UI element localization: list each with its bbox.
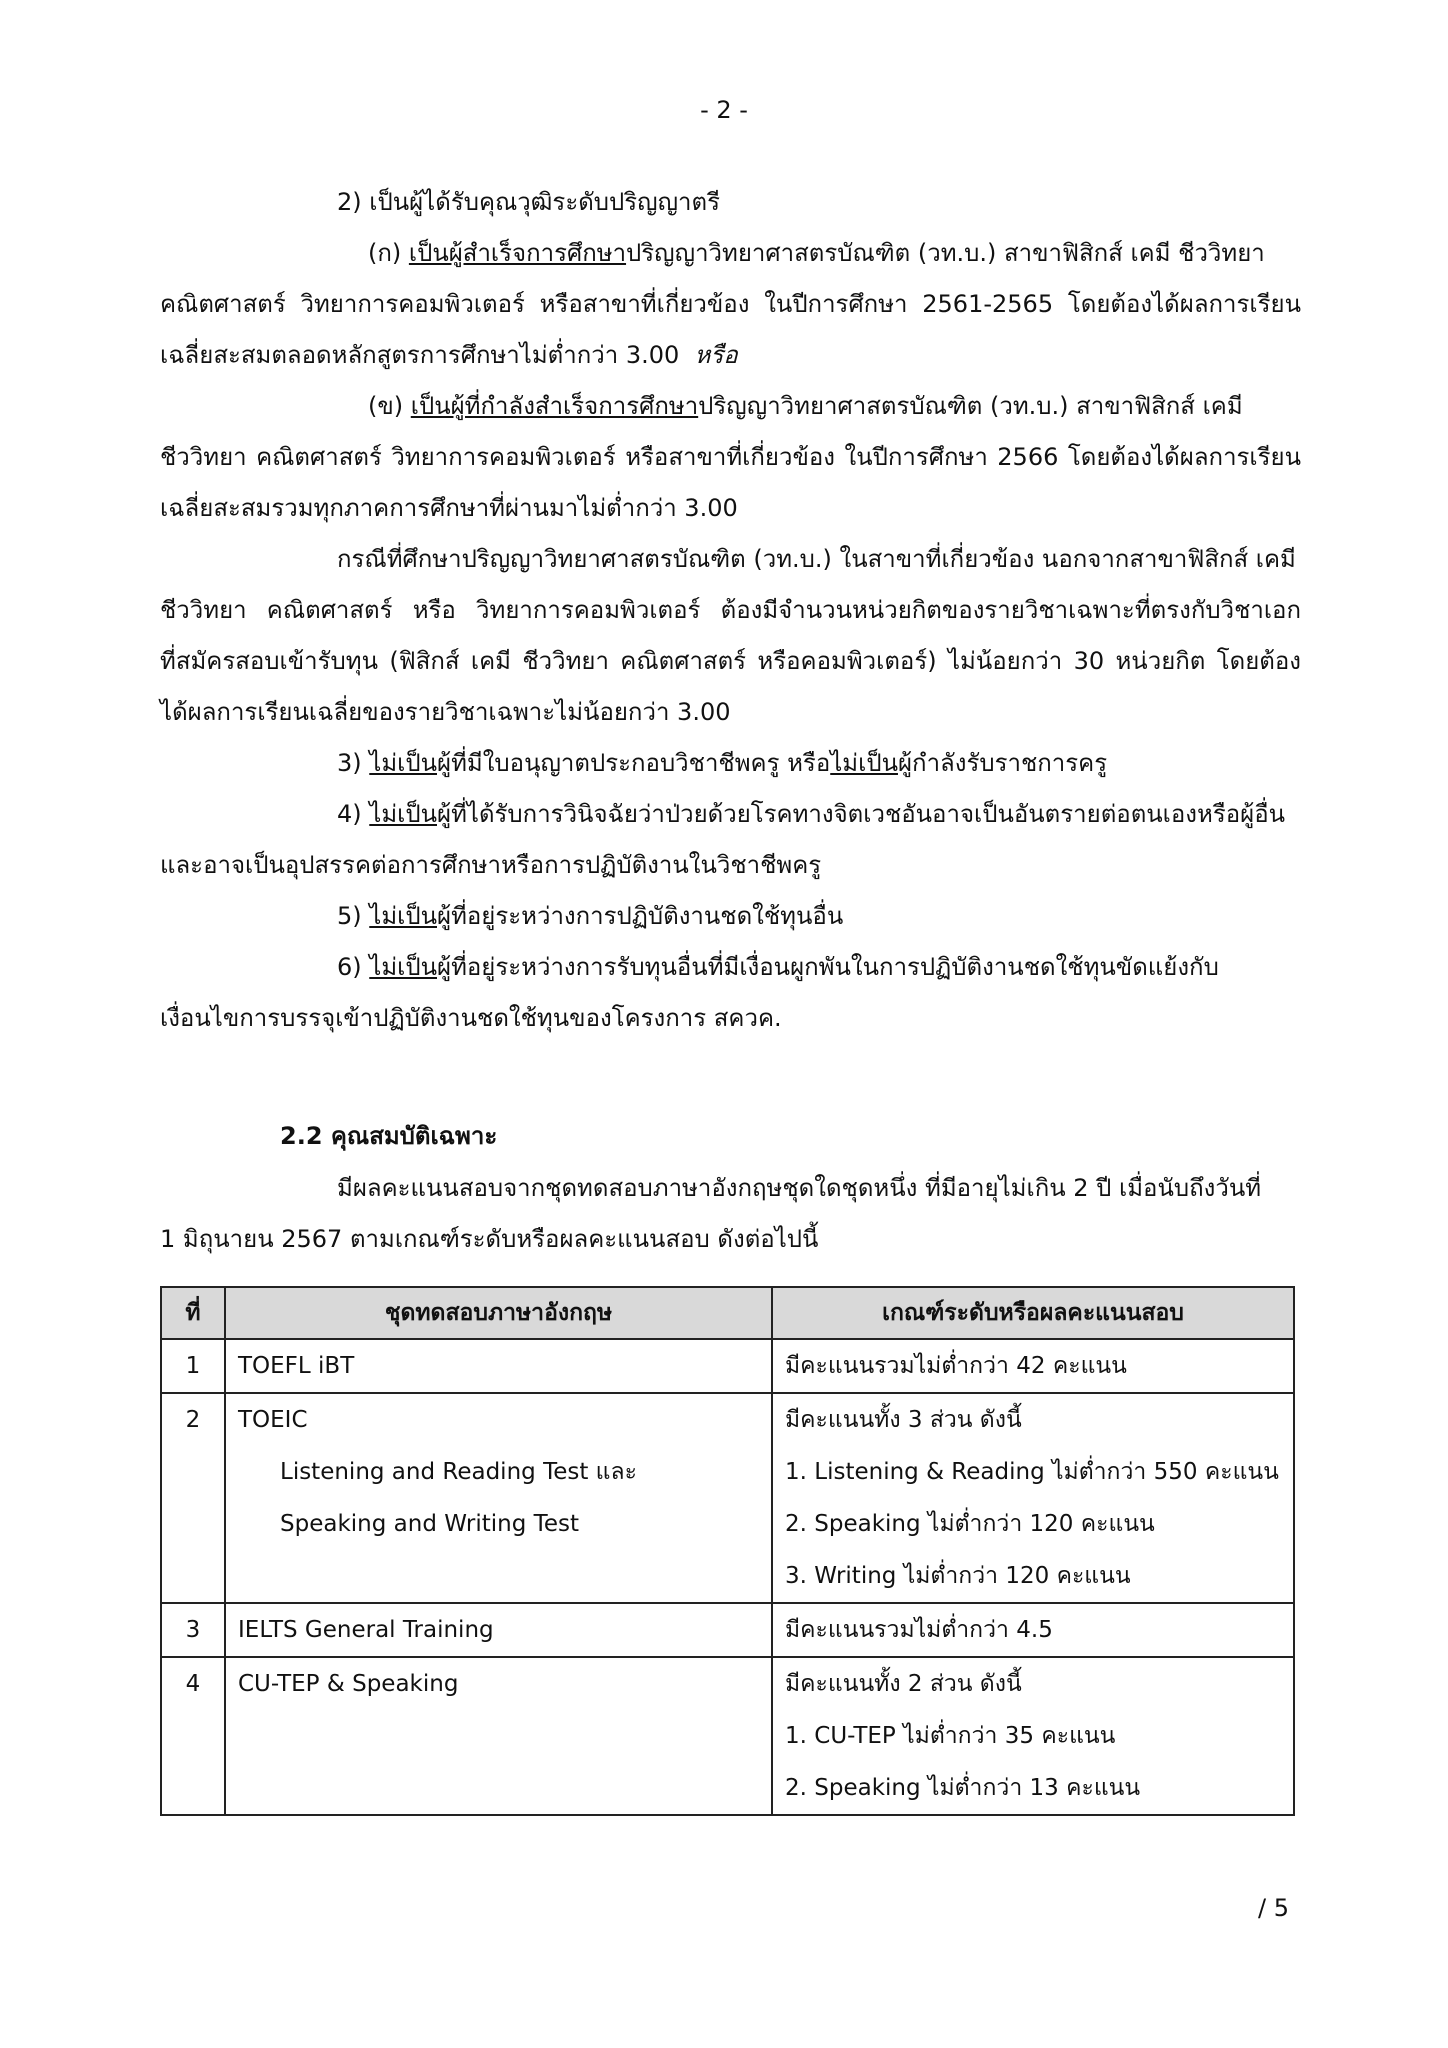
table-row bbox=[161, 1603, 1294, 1657]
item4-rest: ผู้ที่ได้รับการวินิจฉัยว่าป่วยด้วยโรคทางจิตเวชอันอาจเป็นอันตรายต่อตนเองหรือผู้อื่น bbox=[437, 800, 1286, 828]
item3-not1: ไม่เป็น bbox=[369, 749, 437, 777]
item2a-prefix: (ก) bbox=[368, 239, 409, 267]
test-name: TOEFL iBT bbox=[238, 1353, 355, 1379]
item3-mid: ผู้ที่มีใบอนุญาตประกอบวิชาชีพครู หรือ bbox=[437, 749, 831, 777]
item5-not: ไม่เป็น bbox=[369, 902, 437, 930]
item3 bbox=[337, 745, 1107, 781]
table-row bbox=[161, 1393, 1294, 1603]
item4-line2: และอาจเป็นอุปสรรคต่อการศึกษาหรือการปฏิบัติงานในวิชาชีพครู bbox=[160, 851, 822, 879]
test-name: TOEIC bbox=[238, 1407, 308, 1433]
case-line3: ที่สมัครสอบเข้ารับทุน (ฟิสิกส์ เคมี ชีววิทยา คณิตศาสตร์ หรือคอมพิวเตอร์) ไม่น้อยกว่า 30 หน่วยกิต โดยต้อง bbox=[160, 647, 1301, 675]
section22-heading: 2.2 คุณสมบัติเฉพาะ bbox=[280, 1122, 498, 1150]
item4-not: ไม่เป็น bbox=[369, 800, 437, 828]
header-criteria: เกณฑ์ระดับหรือผลคะแนนสอบ bbox=[772, 1287, 1294, 1339]
item2b-line3: เฉลี่ยสะสมรวมทุกภาคการศึกษาที่ผ่านมาไม่ต่ำกว่า 3.00 bbox=[160, 494, 738, 522]
item2b-prefix: (ข) bbox=[368, 392, 411, 420]
criteria-line: มีคะแนนรวมไม่ต่ำกว่า 42 คะแนน bbox=[785, 1353, 1127, 1379]
section22-intro-line2: 1 มิถุนายน 2567 ตามเกณฑ์ระดับหรือผลคะแนนสอบ ดังต่อไปนี้ bbox=[160, 1225, 819, 1253]
criteria-line: มีคะแนนรวมไม่ต่ำกว่า 4.5 bbox=[785, 1617, 1053, 1643]
case-line1: กรณีที่ศึกษาปริญญาวิทยาศาสตรบัณฑิต (วท.บ.) ในสาขาที่เกี่ยวข้อง นอกจากสาขาฟิสิกส์ เคมี bbox=[337, 545, 1296, 573]
item6 bbox=[337, 949, 1219, 985]
item6-line2: เงื่อนไขการบรรจุเข้าปฏิบัติงานชดใช้ทุนของโครงการ สควค. bbox=[160, 1004, 782, 1032]
table-row bbox=[161, 1657, 1294, 1815]
header-test: ชุดทดสอบภาษาอังกฤษ bbox=[225, 1287, 772, 1339]
page-number-top: - 2 - bbox=[700, 96, 748, 124]
item3-end: ผู้กำลังรับราชการครู bbox=[897, 749, 1108, 777]
section22-intro-line1: มีผลคะแนนสอบจากชุดทดสอบภาษาอังกฤษชุดใดชุดหนึ่ง ที่มีอายุไม่เกิน 2 ปี เมื่อนับถึงวันที่ bbox=[337, 1174, 1262, 1202]
test-name: CU-TEP & Speaking bbox=[238, 1671, 459, 1697]
item2a-line3-text: เฉลี่ยสะสมตลอดหลักสูตรการศึกษาไม่ต่ำกว่า 3.00 bbox=[160, 341, 680, 369]
page-number-bottom: / 5 bbox=[1258, 1894, 1289, 1922]
english-test-table bbox=[160, 1286, 1295, 1816]
item2a-line2: คณิตศาสตร์ วิทยาการคอมพิวเตอร์ หรือสาขาที่เกี่ยวข้อง ในปีการศึกษา 2561-2565 โดยต้องได้ผลการเรียน bbox=[160, 290, 1301, 318]
item5-rest: ผู้ที่อยู่ระหว่างการปฏิบัติงานชดใช้ทุนอื่น bbox=[437, 902, 844, 930]
item5 bbox=[337, 898, 843, 934]
criteria-line: 2. Speaking ไม่ต่ำกว่า 13 คะแนน bbox=[785, 1775, 1141, 1801]
criteria-line: มีคะแนนทั้ง 3 ส่วน ดังนี้ bbox=[785, 1407, 1022, 1433]
criteria-line: 1. Listening & Reading ไม่ต่ำกว่า 550 คะแนน bbox=[785, 1459, 1279, 1485]
item2b-line2: ชีววิทยา คณิตศาสตร์ วิทยาการคอมพิวเตอร์ หรือสาขาที่เกี่ยวข้อง ในปีการศึกษา 2566 โดยต้องได้ผลการเรียน bbox=[160, 443, 1301, 471]
item2b-line1 bbox=[368, 388, 1243, 424]
table-header-row bbox=[161, 1287, 1294, 1339]
item2a-line3 bbox=[160, 337, 738, 373]
item3-num: 3) bbox=[337, 749, 370, 777]
item2b-line1-rest: ปริญญาวิทยาศาสตรบัณฑิต (วท.บ.) สาขาฟิสิกส์ เคมี bbox=[698, 392, 1243, 420]
item5-num: 5) bbox=[337, 902, 370, 930]
item4-num: 4) bbox=[337, 800, 370, 828]
criteria-line: 3. Writing ไม่ต่ำกว่า 120 คะแนน bbox=[785, 1563, 1131, 1589]
row-no: 1 bbox=[185, 1353, 201, 1379]
item6-num: 6) bbox=[337, 953, 370, 981]
header-no: ที่ bbox=[161, 1287, 225, 1339]
item6-rest: ผู้ที่อยู่ระหว่างการรับทุนอื่นที่มีเงื่อนผูกพันในการปฏิบัติงานชดใช้ทุนขัดแย้งกับ bbox=[437, 953, 1219, 981]
row-no: 4 bbox=[185, 1671, 201, 1697]
item6-not: ไม่เป็น bbox=[369, 953, 437, 981]
item2a-underlined: เป็นผู้สำเร็จการศึกษา bbox=[408, 239, 627, 267]
row-no: 2 bbox=[185, 1407, 201, 1433]
item2b-underlined: เป็นผู้ที่กำลังสำเร็จการศึกษา bbox=[410, 392, 699, 420]
item2a-line1-rest: ปริญญาวิทยาศาสตรบัณฑิต (วท.บ.) สาขาฟิสิกส์ เคมี ชีววิทยา bbox=[626, 239, 1265, 267]
criteria-line: 2. Speaking ไม่ต่ำกว่า 120 คะแนน bbox=[785, 1511, 1155, 1537]
item3-not2: ไม่เป็น bbox=[830, 749, 898, 777]
criteria-line: มีคะแนนทั้ง 2 ส่วน ดังนี้ bbox=[785, 1671, 1022, 1697]
item2a-line1 bbox=[368, 235, 1265, 271]
table-row bbox=[161, 1339, 1294, 1393]
criteria-line: 1. CU-TEP ไม่ต่ำกว่า 35 คะแนน bbox=[785, 1723, 1116, 1749]
row-no: 3 bbox=[185, 1617, 201, 1643]
case-line4: ได้ผลการเรียนเฉลี่ยของรายวิชาเฉพาะไม่น้อยกว่า 3.00 bbox=[160, 698, 731, 726]
test-subline: Listening and Reading Test และ bbox=[280, 1459, 637, 1485]
item2-title: 2) เป็นผู้ได้รับคุณวุฒิระดับปริญญาตรี bbox=[337, 188, 721, 216]
item2a-or: หรือ bbox=[694, 341, 738, 369]
test-name: IELTS General Training bbox=[238, 1617, 494, 1643]
case-line2: ชีววิทยา คณิตศาสตร์ หรือ วิทยาการคอมพิวเตอร์ ต้องมีจำนวนหน่วยกิตของรายวิชาเฉพาะที่ตรงกับวิชาเอก bbox=[160, 596, 1301, 624]
test-subline: Speaking and Writing Test bbox=[280, 1511, 579, 1537]
item4 bbox=[337, 796, 1285, 832]
